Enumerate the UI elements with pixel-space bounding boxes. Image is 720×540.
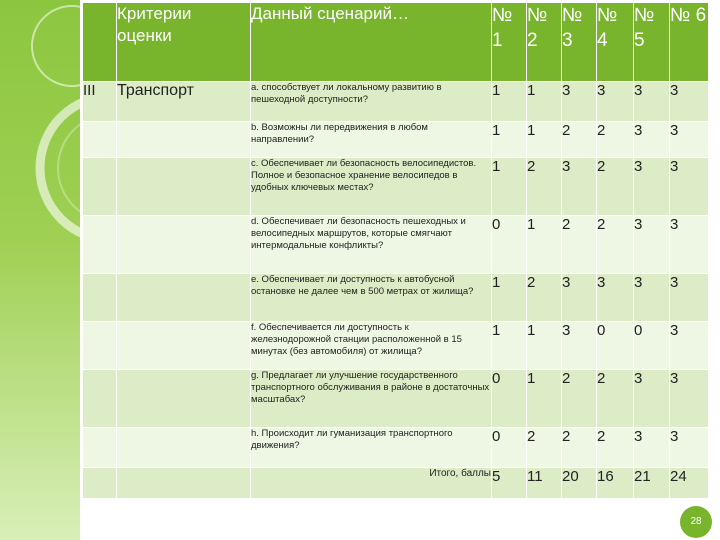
- empty-cell: [117, 122, 251, 158]
- score-cell: 3: [670, 216, 709, 274]
- score-cell: 0: [597, 322, 634, 370]
- score-cell: 2: [527, 428, 562, 468]
- score-cell: 3: [634, 428, 670, 468]
- score-cell: 1: [492, 122, 527, 158]
- score-cell: 1: [492, 322, 527, 370]
- score-cell: 1: [527, 370, 562, 428]
- score-cell: 3: [562, 274, 597, 322]
- criterion-text: h. Происходит ли гуманизация транспортного движения?: [251, 428, 492, 468]
- score-cell: 3: [634, 122, 670, 158]
- score-cell: 2: [597, 158, 634, 216]
- score-cell: 2: [597, 122, 634, 158]
- score-cell: 2: [597, 216, 634, 274]
- criterion-text: g. Предлагает ли улучшение государственного транспортного обслуживания в районе в достаточных масштабах?: [251, 370, 492, 428]
- score-cell: 1: [527, 322, 562, 370]
- criterion-text: f. Обеспечивается ли доступность к железнодорожной станции расположенной в 15 минутах (без автомобиля) от жилища?: [251, 322, 492, 370]
- score-cell: 3: [562, 82, 597, 122]
- header-index-cell: [83, 3, 117, 82]
- empty-cell: [117, 158, 251, 216]
- empty-cell: [83, 468, 117, 499]
- total-score-cell: 24: [670, 468, 709, 499]
- score-cell: 1: [492, 82, 527, 122]
- criterion-text: c. Обеспечивает ли безопасность велосипедистов. Полное и безопасное хранение велосипедов в удобных ключевых местах?: [251, 158, 492, 216]
- score-cell: 3: [670, 428, 709, 468]
- score-cell: 1: [492, 158, 527, 216]
- total-score-cell: 21: [634, 468, 670, 499]
- table-row: [83, 370, 709, 428]
- score-cell: 3: [597, 274, 634, 322]
- score-cell: 1: [527, 82, 562, 122]
- score-cell: 2: [527, 158, 562, 216]
- empty-cell: [117, 274, 251, 322]
- table-row: [83, 216, 709, 274]
- score-cell: 3: [562, 158, 597, 216]
- header-number: № 3: [562, 3, 597, 82]
- score-cell: 3: [670, 274, 709, 322]
- empty-cell: [117, 322, 251, 370]
- score-cell: 2: [562, 216, 597, 274]
- table-row: [83, 158, 709, 216]
- total-score-cell: 20: [562, 468, 597, 499]
- empty-cell: [83, 158, 117, 216]
- criterion-text: a. способствует ли локальному развитию в пешеходной доступности?: [251, 82, 492, 122]
- criterion-text: e. Обеспечивает ли доступность к автобусной остановке не далее чем в 500 метрах от жилища?: [251, 274, 492, 322]
- score-cell: 3: [634, 216, 670, 274]
- score-cell: 3: [670, 322, 709, 370]
- score-cell: 0: [634, 322, 670, 370]
- empty-cell: [83, 428, 117, 468]
- table-row: [83, 274, 709, 322]
- score-cell: 3: [670, 122, 709, 158]
- table-body: [83, 3, 709, 499]
- empty-cell: [83, 370, 117, 428]
- header-number: № 2: [527, 3, 562, 82]
- score-cell: 2: [562, 428, 597, 468]
- score-cell: 3: [634, 82, 670, 122]
- score-cell: 3: [670, 370, 709, 428]
- header-criteria: Критерии оценки: [117, 3, 251, 82]
- score-cell: 0: [492, 428, 527, 468]
- table-row: [83, 82, 709, 122]
- header-scenario: Данный сценарий…: [251, 3, 492, 82]
- empty-cell: [83, 322, 117, 370]
- score-cell: 3: [634, 370, 670, 428]
- empty-cell: [117, 370, 251, 428]
- score-cell: 0: [492, 370, 527, 428]
- left-decor-band: [0, 0, 80, 540]
- score-cell: 2: [527, 274, 562, 322]
- total-score-cell: 5: [492, 468, 527, 499]
- table-row: [83, 322, 709, 370]
- score-cell: 3: [562, 322, 597, 370]
- total-score-cell: 11: [527, 468, 562, 499]
- empty-cell: [117, 428, 251, 468]
- header-number: № 4: [597, 3, 634, 82]
- evaluation-table: [82, 2, 709, 499]
- score-cell: 2: [562, 370, 597, 428]
- table-row: [83, 122, 709, 158]
- score-cell: 2: [597, 428, 634, 468]
- empty-cell: [83, 274, 117, 322]
- score-cell: 2: [562, 122, 597, 158]
- section-category: Транспорт: [117, 82, 251, 122]
- header-number: № 1: [492, 3, 527, 82]
- criterion-text: b. Возможны ли передвижения в любом направлении?: [251, 122, 492, 158]
- score-cell: 1: [527, 216, 562, 274]
- score-cell: 3: [634, 158, 670, 216]
- score-cell: 2: [597, 370, 634, 428]
- empty-cell: [117, 216, 251, 274]
- score-cell: 1: [492, 274, 527, 322]
- section-roman: III: [83, 82, 117, 122]
- page-number-badge: 28: [680, 506, 712, 538]
- empty-cell: [117, 468, 251, 499]
- empty-cell: [83, 122, 117, 158]
- header-number: № 6: [670, 3, 709, 82]
- score-cell: 3: [634, 274, 670, 322]
- criterion-text: d. Обеспечивает ли безопасность пешеходных и велосипедных маршрутов, которые смягчают интермодальные конфликты?: [251, 216, 492, 274]
- score-cell: 3: [597, 82, 634, 122]
- total-row: [83, 468, 709, 499]
- total-label: Итого, баллы: [251, 468, 492, 499]
- empty-cell: [83, 216, 117, 274]
- score-cell: 3: [670, 158, 709, 216]
- total-score-cell: 16: [597, 468, 634, 499]
- header-number: № 5: [634, 3, 670, 82]
- header-row: [83, 3, 709, 82]
- score-cell: 3: [670, 82, 709, 122]
- table-row: [83, 428, 709, 468]
- score-cell: 1: [527, 122, 562, 158]
- score-cell: 0: [492, 216, 527, 274]
